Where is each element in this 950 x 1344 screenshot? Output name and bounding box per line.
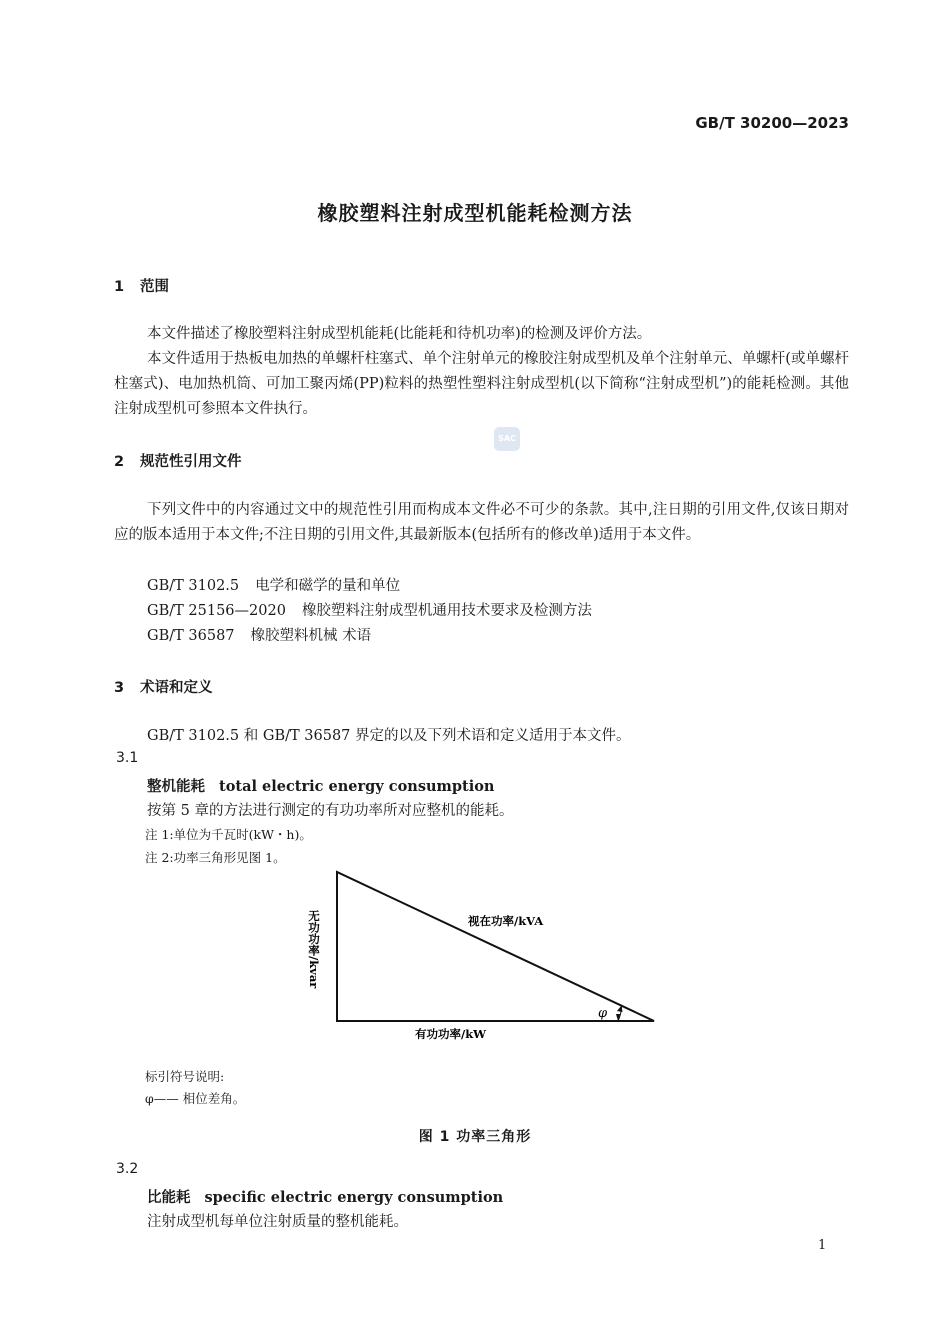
section-title: 术语和定义	[140, 680, 213, 696]
term-en: specific electric energy consumption	[204, 1189, 504, 1206]
page-number: 1	[818, 1238, 827, 1253]
term-zh: 整机能耗	[147, 778, 205, 795]
reference-title: 橡胶塑料机械 术语	[250, 628, 372, 644]
document-title: 橡胶塑料注射成型机能耗检测方法	[317, 201, 633, 225]
standard-code: GB/T 30200—2023	[695, 114, 849, 132]
term-en: total electric energy consumption	[219, 778, 495, 795]
section-title: 规范性引用文件	[140, 454, 242, 470]
power-triangle	[337, 872, 654, 1021]
apparent-power-label: 视在功率/kVA	[468, 914, 544, 928]
term-number: 3.1	[116, 750, 139, 766]
section-3-heading	[114, 676, 213, 697]
reference-code: GB/T 3102.5	[147, 578, 240, 594]
term-note: 注 2:功率三角形见图 1。	[145, 850, 286, 865]
terms-intro: GB/T 3102.5 和 GB/T 36587 界定的以及下列术语和定义适用于本文件。	[147, 728, 631, 744]
scope-paragraph-1: 本文件描述了橡胶塑料注射成型机能耗(比能耗和待机功率)的检测及评价方法。	[147, 326, 652, 342]
section-1-heading	[114, 275, 169, 296]
references-intro: 下列文件中的内容通过文中的规范性引用而构成本文件必不可少的条款。其中,注日期的引用文件,仅该日期对应的版本适用于本文件;不注日期的引用文件,其最新版本(包括所有的修改单)适用于本文件。	[114, 502, 849, 543]
sac-watermark-logo: SAC	[494, 427, 520, 451]
section-2-heading	[114, 450, 242, 471]
term-number: 3.2	[116, 1161, 139, 1177]
angle-symbol: φ	[598, 1006, 608, 1021]
term-heading	[147, 1186, 503, 1207]
section-number: 2	[114, 454, 125, 470]
reference-title: 橡胶塑料注射成型机通用技术要求及检测方法	[301, 603, 592, 619]
term-zh: 比能耗	[147, 1189, 191, 1206]
section-number: 1	[114, 279, 125, 295]
scope-paragraph-2: 本文件适用于热板电加热的单螺杆柱塞式、单个注射单元的橡胶注射成型机及单个注射单元、单螺杆(或单螺杆柱塞式)、电加热机筒、可加工聚丙烯(PP)粒料的热塑性塑料注射成型机(以下简称“注射成型机”)的能耗检测。其他注射成型机可参照本文件执行。	[114, 351, 849, 417]
legend-title: 标引符号说明:	[145, 1069, 225, 1084]
reference-title: 电学和磁学的量和单位	[255, 578, 401, 594]
term-note: 注 1:单位为千瓦时(kW・h)。	[145, 827, 312, 842]
power-triangle-figure	[300, 862, 670, 1044]
reference-item	[147, 574, 400, 595]
term-definition: 注射成型机每单位注射质量的整机能耗。	[147, 1214, 408, 1230]
reference-item	[147, 624, 371, 645]
term-definition: 按第 5 章的方法进行测定的有功功率所对应整机的能耗。	[147, 803, 514, 819]
section-title: 范围	[140, 279, 169, 295]
figure-caption: 图 1 功率三角形	[418, 1129, 532, 1145]
reference-code: GB/T 25156—2020	[147, 603, 286, 619]
section-number: 3	[114, 680, 125, 696]
legend-item: φ—— 相位差角。	[145, 1091, 246, 1106]
reference-item	[147, 599, 592, 620]
reactive-power-label: 无功功率/kvar	[307, 910, 321, 989]
term-heading	[147, 775, 494, 796]
reference-code: GB/T 36587	[147, 628, 235, 644]
active-power-label: 有功功率/kW	[415, 1027, 487, 1041]
